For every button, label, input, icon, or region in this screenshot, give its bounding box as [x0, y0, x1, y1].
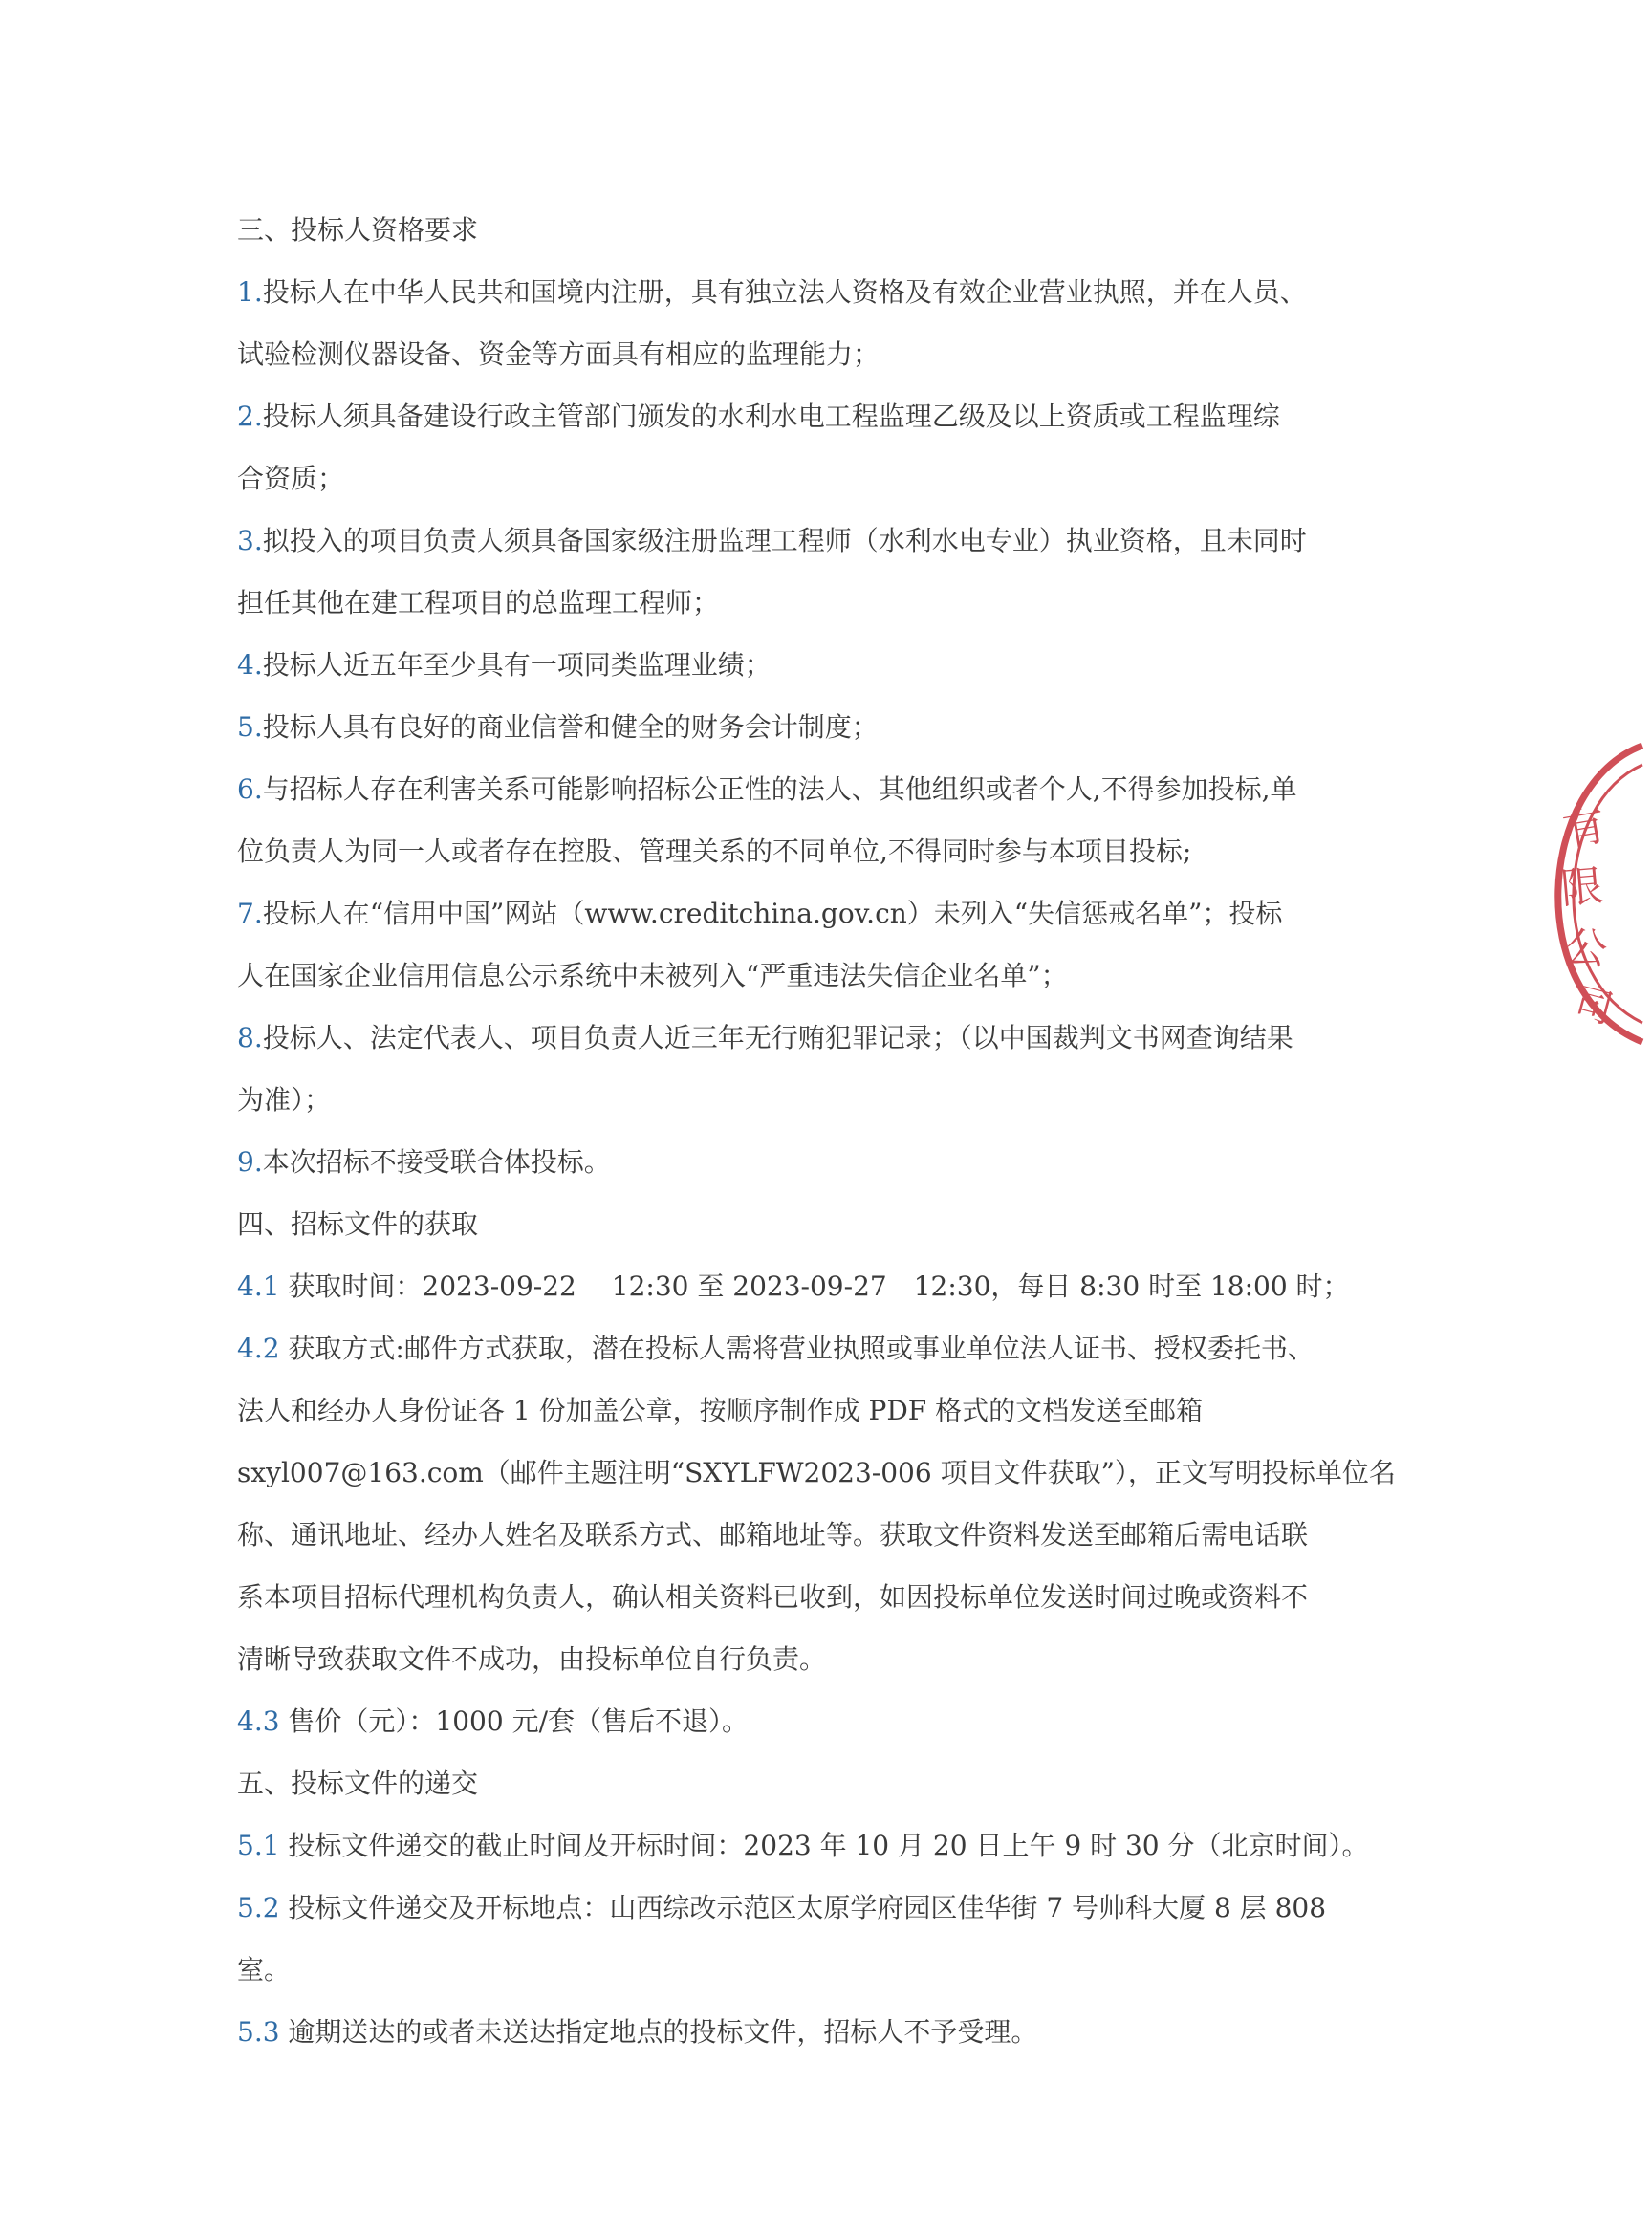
text-line	[237, 1752, 1327, 1814]
line-text: 法人和经办人身份证各 1 份加盖公章，按顺序制作成 PDF 格式的文档发送至邮箱	[237, 1395, 1204, 1426]
line-text: 投标人、法定代表人、项目负责人近三年无行贿犯罪记录；（以中国裁判文书网查询结果	[262, 1022, 1293, 1053]
item-number: 4.3	[237, 1705, 280, 1737]
seal-stamp-icon	[1499, 727, 1652, 1052]
svg-text:司: 司	[1569, 980, 1618, 1033]
item-number: 4.	[237, 649, 263, 681]
text-line	[237, 1069, 1327, 1131]
text-line	[237, 572, 1327, 634]
line-text: 清晰导致获取文件不成功，由投标单位自行负责。	[237, 1643, 827, 1675]
line-text: 合资质；	[237, 463, 345, 494]
line-text: 称、通讯地址、经办人姓名及联系方式、邮箱地址等。获取文件资料发送至邮箱后需电话联	[237, 1519, 1309, 1551]
text-line	[237, 199, 1327, 261]
text-line	[237, 820, 1327, 882]
svg-text:有: 有	[1559, 800, 1610, 857]
text-line	[237, 1566, 1327, 1628]
line-text: 投标人具有良好的商业信誉和健全的财务会计制度；	[262, 711, 879, 743]
text-line	[237, 1255, 1350, 1317]
line-text: 投标人在“信用中国”网站（www.creditchina.gov.cn）未列入“失信惩戒名单”；投标	[262, 898, 1283, 929]
text-line	[237, 1193, 1327, 1255]
line-text: 售价（元）：1000 元/套（售后不退）。	[279, 1705, 750, 1737]
text-line	[237, 1877, 1327, 1939]
text-line	[237, 323, 1327, 385]
line-text: 本次招标不接受联合体投标。	[262, 1146, 611, 1178]
text-line	[237, 758, 1327, 820]
text-line	[237, 1379, 1327, 1442]
line-text: 为准）；	[237, 1084, 332, 1116]
item-number: 6.	[237, 773, 263, 805]
line-text: 系本项目招标代理机构负责人，确认相关资料已收到，如因投标单位发送时间过晚或资料不	[237, 1581, 1309, 1613]
line-text: 投标人在中华人民共和国境内注册，具有独立法人资格及有效企业营业执照，并在人员、	[262, 276, 1307, 308]
line-text: 五、投标文件的递交	[237, 1768, 479, 1799]
line-text: 投标人须具备建设行政主管部门颁发的水利水电工程监理乙级及以上资质或工程监理综	[262, 401, 1280, 432]
item-number: 3.	[237, 525, 263, 556]
item-number: 4.2	[237, 1333, 280, 1364]
svg-text:限: 限	[1558, 861, 1605, 914]
text-line	[237, 944, 1327, 1007]
text-line	[237, 634, 1327, 696]
text-line	[237, 1442, 1396, 1504]
text-line	[237, 1007, 1327, 1069]
item-number: 8.	[237, 1022, 263, 1053]
item-number: 5.1	[237, 1830, 280, 1861]
text-line	[237, 1317, 1327, 1379]
line-text: 投标人近五年至少具有一项同类监理业绩；	[262, 649, 772, 681]
line-text: 与招标人存在利害关系可能影响招标公正性的法人、其他组织或者个人,不得参加投标,单	[262, 773, 1297, 805]
text-line	[237, 1939, 1327, 2001]
document-body	[237, 199, 1396, 2063]
text-line	[237, 510, 1327, 572]
line-text: 投标文件递交及开标地点：山西综改示范区太原学府园区佳华街 7 号帅科大厦 8 层 808	[279, 1892, 1327, 1923]
line-text: sxyl007@163.com（邮件主题注明“SXYLFW2023-006 项目文件获取”），正文写明投标单位名	[237, 1457, 1396, 1488]
line-text: 投标文件递交的截止时间及开标时间：2023 年 10 月 20 日上午 9 时 30 分（北京时间）。	[279, 1830, 1369, 1861]
text-line	[237, 1504, 1327, 1566]
line-text: 人在国家企业信用信息公示系统中未被列入“严重违法失信企业名单”；	[237, 960, 1068, 991]
text-line	[237, 385, 1327, 447]
text-line	[237, 1690, 1327, 1752]
line-text: 室。	[237, 1954, 292, 1986]
text-line	[237, 447, 1327, 510]
line-text: 担任其他在建工程项目的总监理工程师；	[237, 587, 720, 619]
item-number: 4.1	[237, 1270, 280, 1302]
text-line	[237, 696, 1327, 758]
text-line	[237, 882, 1327, 944]
line-text: 获取时间：2023-09-22 12:30 至 2023-09-27 12:30，每日 8:30 时至 18:00 时；	[279, 1270, 1350, 1302]
text-line	[237, 1131, 1327, 1193]
item-number: 5.2	[237, 1892, 280, 1923]
line-text: 拟投入的项目负责人须具备国家级注册监理工程师（水利水电专业）执业资格，且未同时	[262, 525, 1307, 556]
line-text: 四、招标文件的获取	[237, 1208, 479, 1240]
item-number: 5.3	[237, 2016, 280, 2048]
line-text: 位负责人为同一人或者存在控股、管理关系的不同单位,不得同时参与本项目投标;	[237, 836, 1192, 867]
item-number: 9.	[237, 1146, 263, 1178]
line-text: 试验检测仪器设备、资金等方面具有相应的监理能力；	[237, 338, 880, 370]
item-number: 1.	[237, 276, 263, 308]
item-number: 2.	[237, 401, 263, 432]
text-line	[237, 2001, 1327, 2063]
item-number: 5.	[237, 711, 263, 743]
svg-text:公: 公	[1563, 923, 1610, 975]
text-line	[237, 261, 1327, 323]
text-line	[237, 1814, 1369, 1877]
item-number: 7.	[237, 898, 263, 929]
line-text: 逾期送达的或者未送达指定地点的投标文件，招标人不予受理。	[279, 2016, 1038, 2048]
text-line	[237, 1628, 1327, 1690]
line-text: 三、投标人资格要求	[237, 214, 479, 246]
line-text: 获取方式:邮件方式获取，潜在投标人需将营业执照或事业单位法人证书、授权委托书、	[279, 1333, 1315, 1364]
